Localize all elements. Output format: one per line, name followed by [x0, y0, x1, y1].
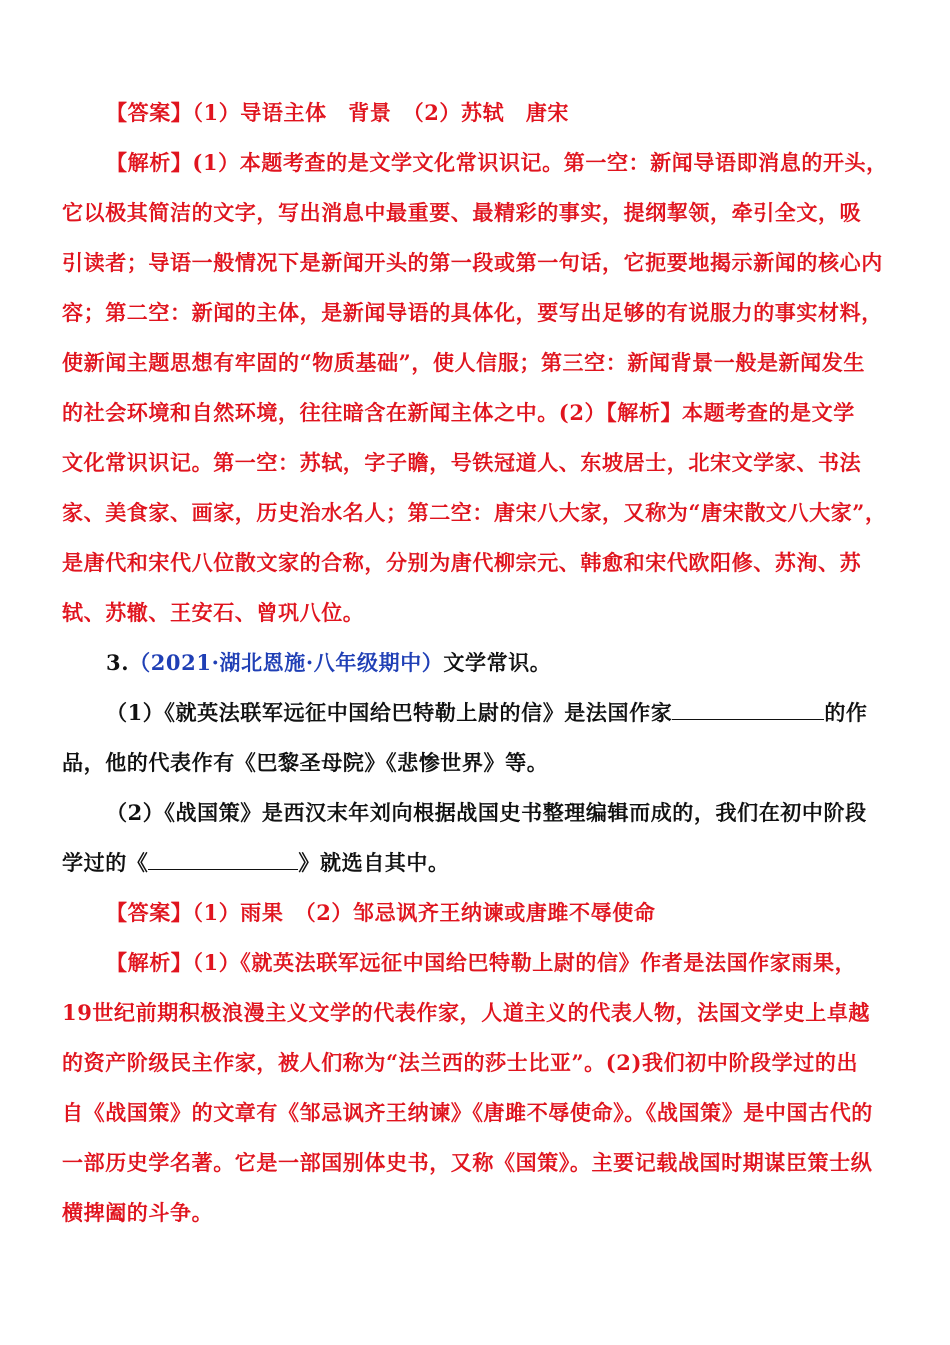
q2-answer-line: 【答案】（1）导语主体 背景 （2）苏轼 唐宋 [106, 100, 570, 125]
q2-analysis-line: 使新闻主题思想有牢固的“物质基础”，使人信服；第三空：新闻背景一般是新闻发生 [62, 350, 865, 375]
q3-part2-line1: （2）《战国策》是西汉末年刘向根据战国史书整理编辑而成的，我们在初中阶段 [106, 800, 867, 825]
q2-analysis-line: 的社会环境和自然环境，往往暗含在新闻主体之中。(2）【解析】本题考查的是文学 [62, 400, 855, 425]
q3-analysis-line: 自《战国策》的文章有《邹忌讽齐王纳谏》《唐雎不辱使命》。《战国策》是中国古代的 [62, 1100, 873, 1125]
q3-analysis-line: 19世纪前期积极浪漫主义文学的代表作家，人道主义的代表人物，法国文学史上卓越 [62, 1000, 871, 1025]
q2-answer [62, 88, 898, 138]
q3-part2 [62, 788, 898, 888]
q2-analysis-line: 【解析】(1）本题考查的是文学文化常识识记。第一空：新闻导语即消息的开头， [106, 150, 888, 175]
q2-analysis-line: 家、美食家、画家，历史治水名人；第二空：唐宋八大家，又称为“唐宋散文八大家”， [62, 500, 887, 525]
q2-analysis-line: 文化常识识记。第一空：苏轼，字子瞻，号铁冠道人、东坡居士，北宋文学家、书法 [62, 450, 862, 475]
q3-analysis-line: 【解析】（1）《就英法联军远征中国给巴特勒上尉的信》作者是法国作家雨果， [106, 950, 857, 975]
q2-analysis-line: 它以极其简洁的文字，写出消息中最重要、最精彩的事实，提纲挈领，牵引全文，吸 [62, 200, 862, 225]
q3-analysis-line: 一部历史学名著。它是一部国别体史书，又称《国策》。主要记载战国时期谋臣策士纵 [62, 1150, 873, 1175]
q2-analysis-line: 引读者；导语一般情况下是新闻开头的第一段或第一句话，它扼要地揭示新闻的核心内 [62, 250, 883, 275]
q3-heading [62, 638, 898, 688]
q3-part2-text: 学过的《 [62, 850, 149, 875]
q2-analysis-line: 轼、苏辙、王安石、曾巩八位。 [62, 600, 365, 625]
q3-number: 3. [106, 650, 130, 675]
answer-blank[interactable] [148, 845, 298, 870]
q2-analysis-line: 是唐代和宋代八位散文家的合称，分别为唐代柳宗元、韩愈和宋代欧阳修、苏洵、苏 [62, 550, 862, 575]
q3-part1-line2: 品，他的代表作有《巴黎圣母院》《悲惨世界》等。 [62, 750, 549, 775]
q3-part1 [62, 688, 898, 788]
q3-part1-text-end: 的作 [824, 700, 868, 725]
q2-analysis-line: 容；第二空：新闻的主体，是新闻导语的具体化，要写出足够的有说服力的事实材料， [62, 300, 883, 325]
q3-analysis-line: 的资产阶级民主作家，被人们称为“法兰西的莎士比亚”。(2)我们初中阶段学过的出 [62, 1050, 859, 1075]
q3-analysis [62, 938, 898, 1238]
q3-part2-text-end: 》就选自其中。 [298, 850, 450, 875]
answer-blank[interactable] [672, 695, 824, 720]
q3-source: （2021·湖北恩施·八年级期中） [129, 650, 444, 675]
q3-title: 文学常识。 [443, 650, 552, 675]
q3-part1-text: （1）《就英法联军远征中国给巴特勒上尉的信》是法国作家 [106, 700, 673, 725]
q3-answer [62, 888, 898, 938]
q3-analysis-line: 横捭阖的斗争。 [62, 1200, 214, 1225]
q2-analysis [62, 138, 898, 638]
q3-answer-line: 【答案】（1）雨果 （2）邹忌讽齐王纳谏或唐雎不辱使命 [106, 900, 656, 925]
